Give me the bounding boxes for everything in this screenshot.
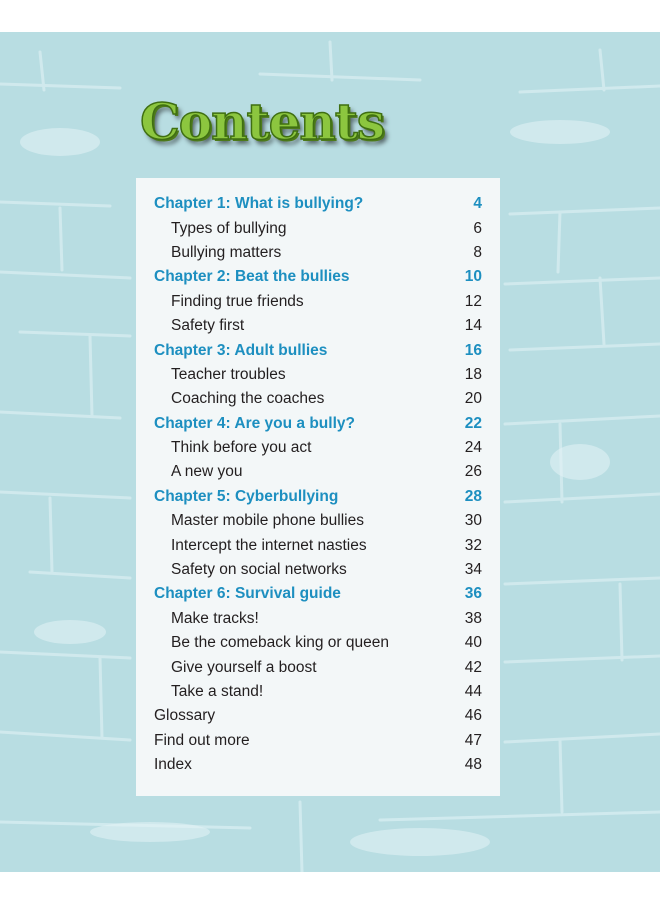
toc-entry-label: Chapter 1: What is bullying? xyxy=(154,195,364,213)
toc-entry-label: Take a stand! xyxy=(171,683,264,700)
toc-page-number: 22 xyxy=(464,414,482,432)
toc-entry-row xyxy=(154,753,482,777)
toc-page-number: 32 xyxy=(464,536,482,554)
toc-entry-label: Teacher troubles xyxy=(171,365,286,383)
toc-entry-row xyxy=(154,509,482,533)
toc-entry-label: Think before you act xyxy=(171,439,312,457)
toc-page-number: 10 xyxy=(464,268,482,286)
toc-entry-label: Master mobile phone bullies xyxy=(171,512,364,530)
toc-page-number: 30 xyxy=(464,512,482,530)
toc-chapter-row xyxy=(154,265,482,289)
toc-page-number: 26 xyxy=(464,463,482,481)
toc-chapter-row xyxy=(154,192,482,216)
toc-entry-label: Index xyxy=(154,756,192,774)
toc-entry-label: Finding true friends xyxy=(171,292,304,310)
toc-page-number: 48 xyxy=(464,756,482,774)
toc-page-number: 47 xyxy=(464,731,482,749)
toc-page-number: 16 xyxy=(464,341,482,359)
toc-page-number: 44 xyxy=(464,683,482,700)
toc-page-number: 28 xyxy=(464,487,482,505)
page-background xyxy=(0,32,660,872)
toc-page-number: 18 xyxy=(464,365,482,383)
toc-page-number: 36 xyxy=(464,585,482,603)
toc-page-number: 40 xyxy=(464,634,482,652)
toc-page-number: 46 xyxy=(464,707,482,725)
toc-entry-label: Types of bullying xyxy=(171,219,287,237)
toc-entry-label: Chapter 5: Cyberbullying xyxy=(154,487,339,505)
toc-chapter-row xyxy=(154,338,482,362)
toc-chapter-row xyxy=(154,485,482,509)
toc-entry-label: Be the comeback king or queen xyxy=(171,634,389,652)
toc-entry-label: Chapter 3: Adult bullies xyxy=(154,341,328,359)
page-title: Contents xyxy=(140,92,385,151)
toc-page-number: 42 xyxy=(464,658,482,676)
toc-page-number: 14 xyxy=(464,317,482,335)
toc-entry-label: Safety on social networks xyxy=(171,561,347,579)
toc-entry-row xyxy=(154,363,482,387)
toc-entry-row xyxy=(154,216,482,240)
toc-entry-label: Make tracks! xyxy=(171,609,259,627)
toc-page-number: 4 xyxy=(473,195,482,213)
toc-entry-label: Glossary xyxy=(154,707,216,725)
toc-entry-label: Find out more xyxy=(154,731,250,749)
toc-entry-row xyxy=(154,607,482,631)
toc-entry-row xyxy=(154,290,482,314)
toc-entry-row xyxy=(154,436,482,460)
toc-page-number: 12 xyxy=(464,292,482,310)
toc-entry-row xyxy=(154,558,482,582)
toc-entry-row xyxy=(154,729,482,753)
toc-chapter-row xyxy=(154,582,482,606)
toc-entry-label: Safety first xyxy=(171,317,245,335)
toc-entry-row xyxy=(154,680,482,704)
toc-entry-row xyxy=(154,631,482,655)
toc-entry-label: Intercept the internet nasties xyxy=(171,536,367,554)
toc-page-number: 8 xyxy=(473,243,482,261)
toc-entry-label: A new you xyxy=(171,463,243,481)
contents-panel xyxy=(136,178,500,796)
toc-entry-label: Chapter 4: Are you a bully? xyxy=(154,414,355,432)
toc-entry-row xyxy=(154,387,482,411)
toc-entry-label: Chapter 2: Beat the bullies xyxy=(154,268,350,286)
table-of-contents xyxy=(154,192,482,777)
toc-page-number: 24 xyxy=(464,439,482,457)
toc-entry-row xyxy=(154,655,482,679)
toc-entry-label: Give yourself a boost xyxy=(171,658,317,676)
toc-entry-row xyxy=(154,460,482,484)
toc-entry-row xyxy=(154,704,482,728)
toc-entry-row xyxy=(154,314,482,338)
toc-entry-label: Chapter 6: Survival guide xyxy=(154,585,341,603)
toc-page-number: 38 xyxy=(464,609,482,627)
toc-page-number: 34 xyxy=(464,561,482,579)
toc-entry-label: Bullying matters xyxy=(171,243,282,261)
toc-page-number: 20 xyxy=(464,390,482,408)
toc-entry-row xyxy=(154,533,482,557)
toc-entry-label: Coaching the coaches xyxy=(171,390,325,408)
toc-page-number: 6 xyxy=(473,219,482,237)
toc-entry-row xyxy=(154,241,482,265)
toc-chapter-row xyxy=(154,412,482,436)
